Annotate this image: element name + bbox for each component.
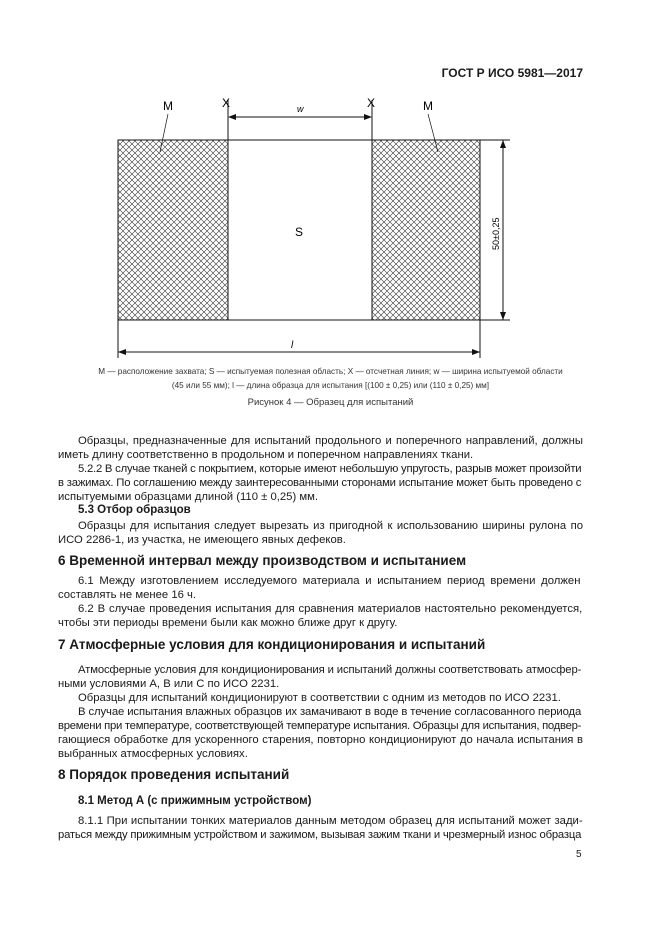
paragraph-line: раться между прижимным устройством и зажимом, вызывая зажим ткани и чрезмерный износ образца xyxy=(58,829,582,841)
paragraph-line: ными условиями А, В или С по ИСО 2231. xyxy=(58,678,280,690)
label-s: S xyxy=(295,225,304,239)
paragraph-line: Образцы, предназначенные для испытаний продольного и поперечного направлений, должны xyxy=(78,435,583,447)
label-m-right: M xyxy=(423,99,433,113)
grip-area-right xyxy=(372,140,480,320)
figure-caption: Рисунок 4 — Образец для испытаний xyxy=(247,397,414,408)
paragraph-line: 8.1.1 При испытании тонких материалов данным методом образец для испытаний может зади- xyxy=(78,815,583,827)
paragraph-line: В случае испытания влажных образцов их замачивают в воде в течение согласованного периода xyxy=(78,706,582,718)
page-number: 5 xyxy=(576,849,582,860)
paragraph-line: чтобы эти периоды времени были как можно ближе друг к другу. xyxy=(58,617,398,629)
paragraph-line: составлять не менее 16 ч. xyxy=(58,589,197,601)
paragraph-line: Образцы для испытания следует вырезать из пригодной к использованию ширины рулона по xyxy=(78,520,583,532)
paragraph-line: испытуемыми образцами длиной (110 ± 0,25) мм. xyxy=(58,491,319,503)
label-height: 50±0,25 xyxy=(491,217,501,250)
document-header: ГОСТ Р ИСО 5981—2017 xyxy=(441,66,583,80)
paragraph-line: выбранных атмосферных условиях. xyxy=(58,748,248,760)
figure-legend-line: M — расположение захвата; S — испытуемая полезная область; X — отсчетная линия; w — ширина испытуемой области xyxy=(98,367,563,376)
paragraph-line: Образцы для испытаний кондиционируют в соответствии с одним из методов по ИСО 2231. xyxy=(78,692,561,704)
section-heading-8: 8 Порядок проведения испытаний xyxy=(58,767,290,782)
section-heading-6: 6 Временной интервал между производством и испытанием xyxy=(58,553,467,568)
label-m-left: M xyxy=(163,99,173,113)
paragraph-line: 6.2 В случае проведения испытания для сравнения материалов настоятельно рекомендуется, xyxy=(78,603,583,615)
label-x-left: X xyxy=(222,96,231,110)
section-heading-5-3: 5.3 Отбор образцов xyxy=(78,504,191,516)
paragraph-line: Атмосферные условия для кондиционирования и испытаний должны соответствовать атмосфер- xyxy=(78,664,582,676)
paragraph-line: 6.1 Между изготовлением исследуемого материала и испытанием период времени должен xyxy=(78,575,581,587)
label-l: l xyxy=(291,340,294,351)
figure-legend-line: (45 или 55 мм); l — длина образца для испытания [(100 ± 0,25) или (110 ± 0,25) мм] xyxy=(171,381,490,390)
label-x-right: X xyxy=(367,96,376,110)
paragraph-line: в зажимах. По соглашению между заинтересованными сторонами испытание может быть проведено с xyxy=(58,477,582,489)
paragraph-line: времени при температуре, соответствующей температуре испытания. Образцы для испытания, подвер- xyxy=(58,720,582,732)
grip-area-left xyxy=(118,140,228,320)
paragraph-line: гающиеся обработке для ускоренного старения, повторно кондиционируют до начала испытания в xyxy=(58,734,583,746)
paragraph-line: иметь длину соответственно в продольном и поперечном направлениях ткани. xyxy=(58,449,474,461)
section-heading-8-1: 8.1 Метод А (с прижимным устройством) xyxy=(78,795,312,807)
specimen-figure xyxy=(0,0,661,362)
paragraph-line: 5.2.2 В случае тканей с покрытием, которые имеют небольшую упругость, разрыв может произойти xyxy=(78,463,582,475)
label-w: w xyxy=(297,104,304,114)
paragraph-line: ИСО 2286-1, из участка, не имеющего явных дефеков. xyxy=(58,534,346,546)
section-heading-7: 7 Атмосферные условия для кондиционирования и испытаний xyxy=(58,637,486,652)
